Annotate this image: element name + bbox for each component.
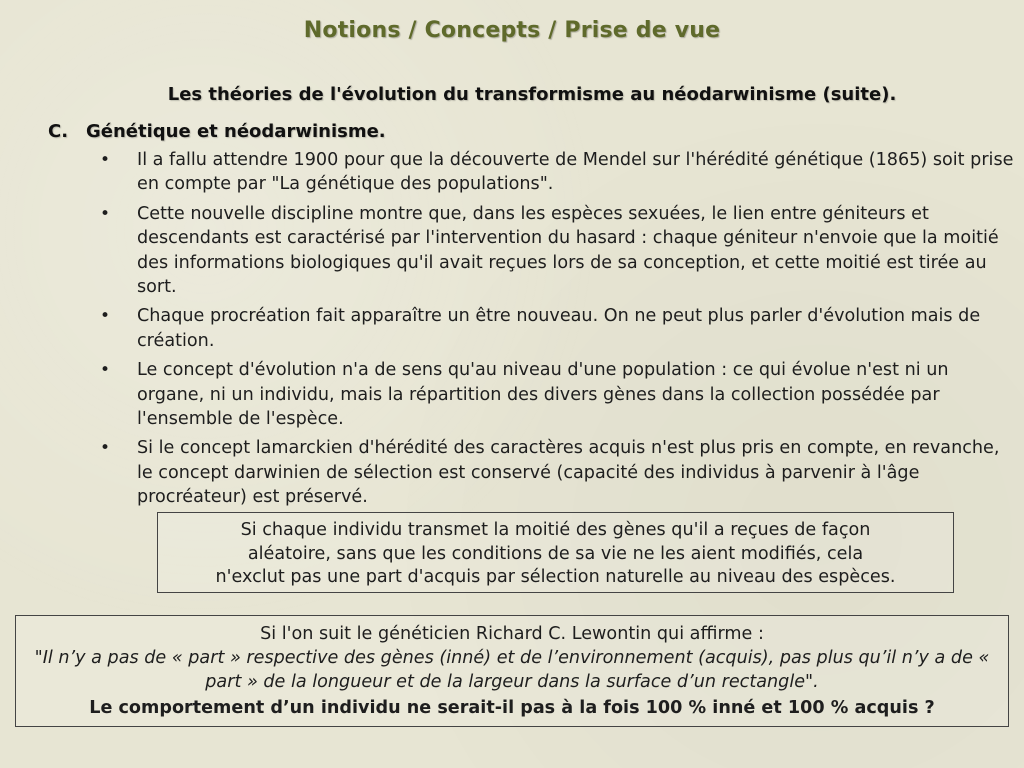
bullet-item	[95, 436, 1015, 509]
quote-box	[15, 615, 1009, 727]
bullet-text: Chaque procréation fait apparaître un être nouveau. On ne peut plus parler d'évolution mais de création.	[137, 306, 981, 351]
conclusion-line: n'exclut pas une part d'acquis par sélection naturelle au niveau des espèces.	[215, 567, 896, 588]
bullet-icon: •	[100, 150, 111, 170]
bullet-icon: •	[100, 203, 111, 224]
conclusion-line: aléatoire, sans que les conditions de sa vie ne les aient modifiés, cela	[247, 543, 864, 564]
bullet-item	[95, 202, 1015, 300]
slide-subtitle: Les théories de l'évolution du transformisme au néodarwinisme (suite).	[167, 84, 897, 105]
bullet-item	[95, 358, 1015, 431]
closing-question: Le comportement d’un individu ne serait-il pas à la fois 100 % inné et 100 % acquis ?	[89, 698, 935, 718]
bullet-text: Si le concept lamarckien d'hérédité des caractères acquis n'est plus pris en compte, en revanche, le concept darwinien de sélection est conservé (capacité des individus à parvenir à l'âge procréateur) est préservé.	[137, 438, 1000, 508]
bullet-item	[95, 304, 1015, 353]
bullet-text: Il a fallu attendre 1900 pour que la découverte de Mendel sur l'hérédité génétique (1865) soit prise en compte par "La génétique des populations".	[137, 150, 1014, 195]
bullet-list	[95, 148, 1015, 515]
bullet-icon: •	[100, 360, 111, 381]
bullet-text: Le concept d'évolution n'a de sens qu'au niveau d'une population : ce qui évolue n'est ni un organe, ni un individu, mais la répartition des divers gènes dans la collection possédée par l'ensemble de l'espèce.	[137, 360, 949, 430]
bullet-icon: •	[100, 438, 111, 459]
conclusion-line: Si chaque individu transmet la moitié des gènes qu'il a reçues de façon	[240, 520, 871, 540]
quote-intro: Si l'on suit le généticien Richard C. Lewontin qui affirme :	[260, 624, 764, 644]
conclusion-box	[157, 512, 954, 593]
bullet-icon: •	[100, 306, 111, 327]
section-title: Génétique et néodarwinisme.	[86, 121, 386, 142]
bullet-item	[95, 148, 1015, 197]
section-letter: C.	[48, 121, 69, 142]
bullet-text: Cette nouvelle discipline montre que, dans les espèces sexuées, le lien entre géniteurs et descendants est caractérisé par l'intervention du hasard : chaque géniteur n'envoie que la moitié des informations biologiques qu'il avait reçues lors de sa conception, et cette moitié est tirée au sort.	[137, 203, 999, 298]
section-heading	[48, 121, 386, 142]
lewontin-quote: "Il n’y a pas de « part » respective des gènes (inné) et de l’environnement (acquis), pas plus qu’il n’y a de « part » de la longueur et de la largeur dans la surface d’un rectangle".	[34, 648, 990, 692]
slide-title: Notions / Concepts / Prise de vue	[303, 18, 721, 43]
